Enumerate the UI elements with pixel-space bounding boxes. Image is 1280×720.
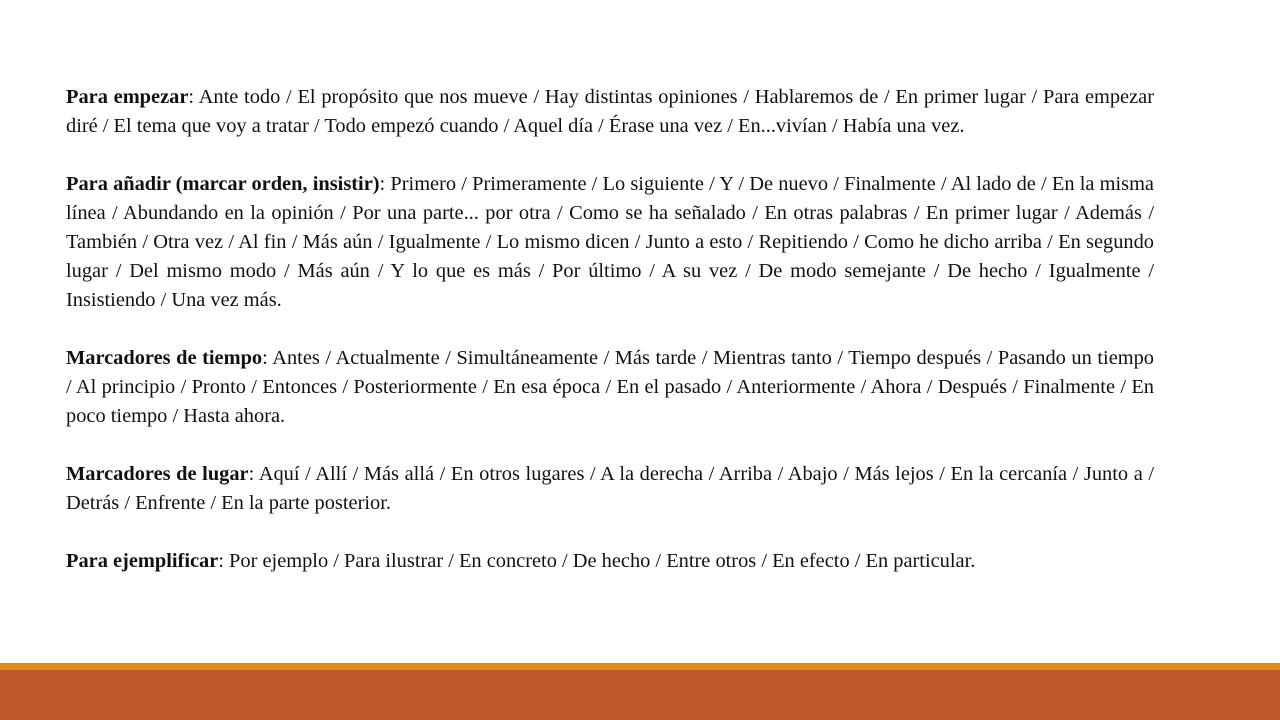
paragraph-text: : Aquí / Allí / Más allá / En otros lugares / A la derecha / Arriba / Abajo / Más lejos / En la cercanía / Junto a / Detrás / Enfrente / En la parte posterior. <box>66 463 1155 514</box>
paragraph-heading: Marcadores de tiempo <box>66 347 263 369</box>
paragraph-text: : Por ejemplo / Para ilustrar / En concreto / De hecho / Entre otros / En efecto / En particular. <box>218 550 976 572</box>
paragraph-text: : Primero / Primeramente / Lo siguiente / Y / De nuevo / Finalmente / Al lado de / En la misma línea / Abundando en la opinión / Por una parte... por otra / Como se ha señalado / En otras palabras / En primer lugar / Además / También / Otra vez / Al fin / Más aún / Igualmente / Lo mismo dicen / Junto a esto / Repitiendo / Como he dicho arriba / En segundo lugar / Del mismo modo / Más aún / Y lo que es más / Por último / A su vez / De modo semejante / De hecho / Igualmente / Insistiendo / Una vez más. <box>66 173 1154 311</box>
paragraph-para-ejemplificar <box>66 547 1154 576</box>
paragraph-text: : Ante todo / El propósito que nos mueve / Hay distintas opiniones / Hablaremos de / En primer lugar / Para empezar diré / El tema que voy a tratar / Todo empezó cuando / Aquel día / Érase una vez / En...vivían / Había una vez. <box>66 86 1154 137</box>
footer-accent-stripe <box>0 663 1280 670</box>
paragraph-heading: Para ejemplificar <box>66 550 219 572</box>
footer-bar <box>0 670 1280 720</box>
paragraph-marcadores-tiempo <box>66 344 1154 431</box>
slide-content <box>66 83 1154 576</box>
paragraph-heading: Marcadores de lugar <box>66 463 249 485</box>
paragraph-para-anadir <box>66 170 1154 315</box>
paragraph-heading: Para añadir (marcar orden, insistir) <box>66 173 380 195</box>
paragraph-heading: Para empezar <box>66 86 189 108</box>
paragraph-para-empezar <box>66 83 1154 141</box>
paragraph-marcadores-lugar <box>66 460 1154 518</box>
paragraph-text: : Antes / Actualmente / Simultáneamente / Más tarde / Mientras tanto / Tiempo después / Pasando un tiempo / Al principio / Pronto / Entonces / Posteriormente / En esa época / En el pasado / Anteriormente / Ahora / Después / Finalmente / En poco tiempo / Hasta ahora. <box>66 347 1155 427</box>
